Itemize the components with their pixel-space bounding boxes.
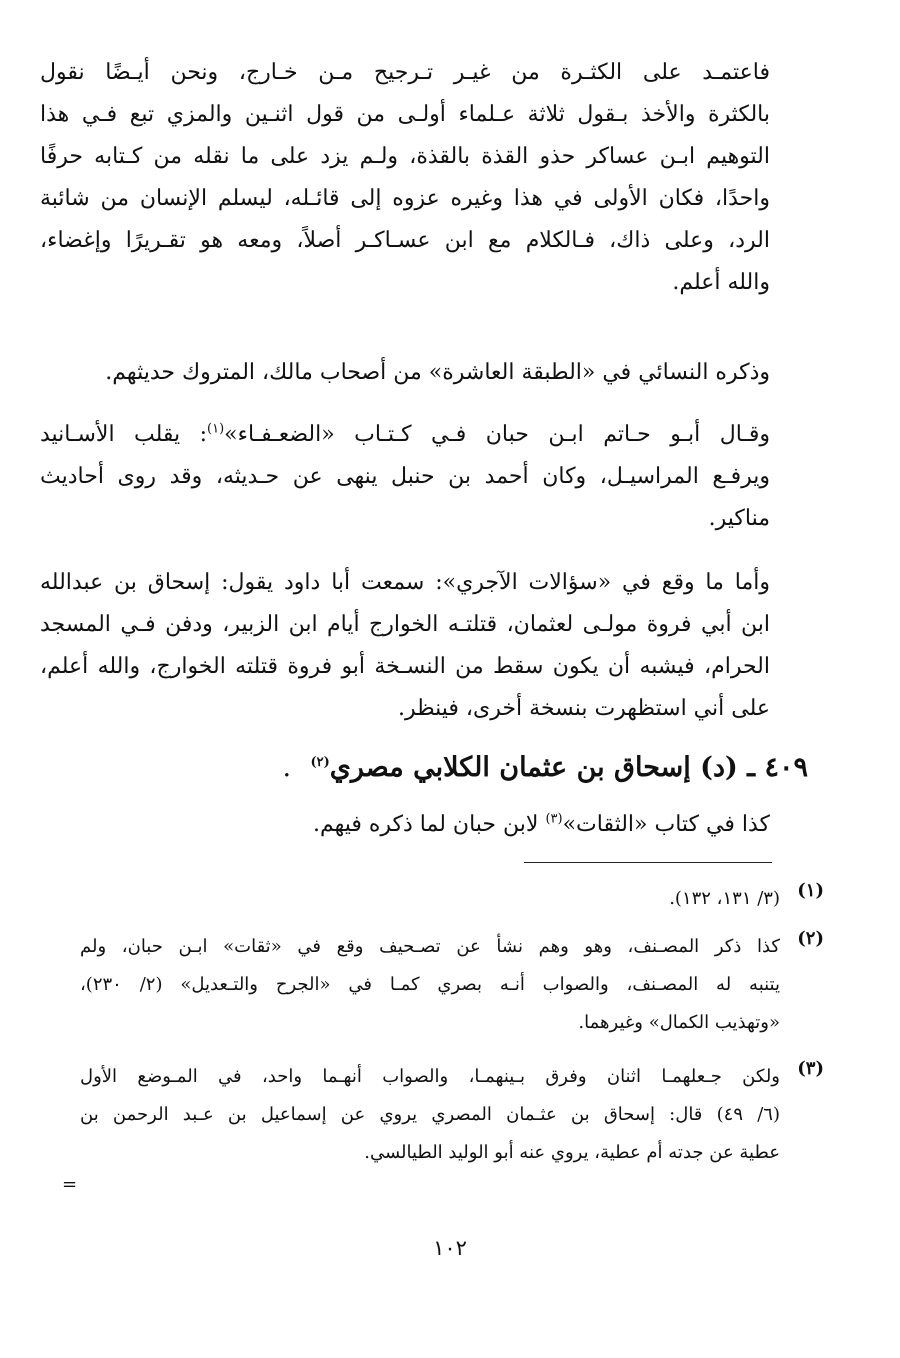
footnote-line: عطية عن جدته أم عطية، يروي عنه أبو الوليد الطيالسي. [364,1142,780,1163]
footnote-reference[interactable]: (٢) [310,755,330,770]
text-line: بالكثرة والأخذ بـقول ثلاثة عـلماء أولـى من قول اثنـين والمزي تبع فـي هذا [40,102,770,127]
entry-heading [68,748,808,788]
footnote-1 [80,880,824,918]
text-line: التوهيم ابـن عساكر حذو القذة بالقذة، ولـم يزد على ما نقله من كـتابه حرفًا [40,144,770,169]
footnote-line: (٣/ ١٣١، ١٣٢). [669,888,780,909]
paragraph-4 [40,562,770,730]
paragraph-2 [40,352,770,394]
paragraph-1 [40,52,770,304]
text-line [40,414,770,456]
continuation-mark: = [62,1174,78,1195]
text-line: الرد، وعلى ذاك، فـالكلام مع ابن عسـاكـر أصلاً، ومعه هو تقـريرًا وإغضاء، [40,228,770,253]
page-number: ١٠٢ [433,1236,467,1260]
text-line: مناكير. [708,506,770,531]
text-line: ويرفـع المراسيـل، وكان أحمد بن حنبل ينهى عن حـديثه، وقد روى أحاديث [40,464,770,489]
footnote-reference[interactable]: (٣) [545,811,563,827]
text-segment: وقـال أبـو حـاتم ابـن حبان فـي كـتـاب «الضعـفـاء» [224,422,770,447]
footnote-marker: (٣) [797,1058,824,1079]
text-line: وأما ما وقع في «سؤالات الآجري»: سمعت أبا داود يقول: إسحاق بن عبدالله [40,570,770,595]
footnote-reference[interactable]: (١) [207,421,225,437]
text-line: والله أعلم. [672,270,770,295]
footnote-line: ولكن جـعلهمـا اثنان وفرق بـينهمـا، والصواب أنهـما واحد، في المـوضع الأول [80,1066,780,1087]
paragraph-5 [0,804,770,846]
paragraph-3 [40,414,770,540]
entry-end: . [282,752,292,783]
text-line: على أني استظهرت بنسخة أخرى، فينظر. [397,696,770,721]
text-line [0,804,770,846]
footnote-marker: (٢) [797,928,824,949]
entry-number: ٤٠٩ [764,752,808,783]
footnote-separator [524,862,772,863]
entry-dash: ـ [747,752,756,783]
text-line: وذكره النسائي في «الطبقة العاشرة» من أصحاب مالك، المتروك حديثهم. [105,360,770,385]
text-segment: كذا في كتاب «الثقات» [562,812,770,837]
footnote-marker: (١) [797,880,824,901]
text-segment: لابن حبان لما ذكره فيهم. [312,812,546,837]
entry-name: إسحاق بن عثمان الكلابي مصري [329,752,691,783]
text-line: واحدًا، فكان الأولى في هذا وغيره عزوه إلى قائـله، ليسلم الإنسان من شائبة [40,186,770,211]
footnote-line: (٦/ ٤٩) قال: إسحاق بن عثـمان المصري يروي عن إسماعيل بن عـبد الرحمن بن [80,1104,780,1125]
footnote-line: «وتهذيب الكمال» وغيرهما. [578,1012,780,1033]
text-line: فاعتمـد على الكثـرة من غيـر تـرجيح مـن خـارج، ونحن أيـضًا نقول [40,60,770,85]
footnote-3 [80,1058,824,1172]
entry-code: (د) [700,752,738,783]
footnote-2 [80,928,824,1042]
text-line: ابن أبي فروة مولـى لعثمان، قتلتـه الخوارج أيام ابن الزبير، ودفن فـي المسجد [40,612,770,637]
footnote-line: يتنبه له المصـنف، والصواب أنـه بصري كمـا في «الجرح والتـعديل» (٢/ ٢٣٠)، [80,974,780,995]
footnote-line: كذا ذكر المصـنف، وهو وهم نشأ عن تصـحيف وقع في «ثقات» ابـن حبان، ولم [80,936,780,957]
text-segment: : يقلب الأسـانيد [40,422,208,447]
text-line: الحرام، فيشبه أن يكون سقط من النسـخة أبو فروة قتلته الخوارج، والله أعلم، [40,654,770,679]
